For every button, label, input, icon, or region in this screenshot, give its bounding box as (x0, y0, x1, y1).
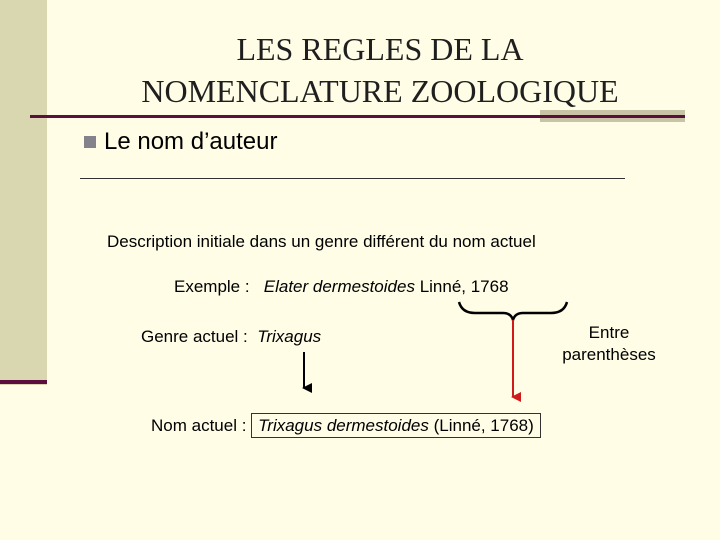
title-line-2: NOMENCLATURE ZOOLOGIQUE (141, 73, 619, 109)
title-line-1: LES REGLES DE LA (236, 31, 524, 67)
example-name: Elater dermestoides (263, 277, 415, 296)
current-label: Nom actuel : (151, 416, 247, 435)
current-name: Trixagus dermestoides (258, 416, 429, 435)
example-author: Linné, 1768 (419, 277, 509, 296)
note-line-2: parenthèses (562, 345, 656, 364)
bullet-text: Le nom d’auteur (104, 128, 278, 155)
curly-brace-icon (459, 302, 567, 320)
example-label: Exemple : (174, 277, 250, 296)
current-author: (Linné, 1768) (433, 416, 534, 435)
note-line-1: Entre (588, 323, 630, 342)
genre-label: Genre actuel : (141, 327, 248, 346)
genre-value: Trixagus (257, 327, 322, 346)
description-text: Description initiale dans un genre différent du nom actuel (107, 232, 536, 251)
